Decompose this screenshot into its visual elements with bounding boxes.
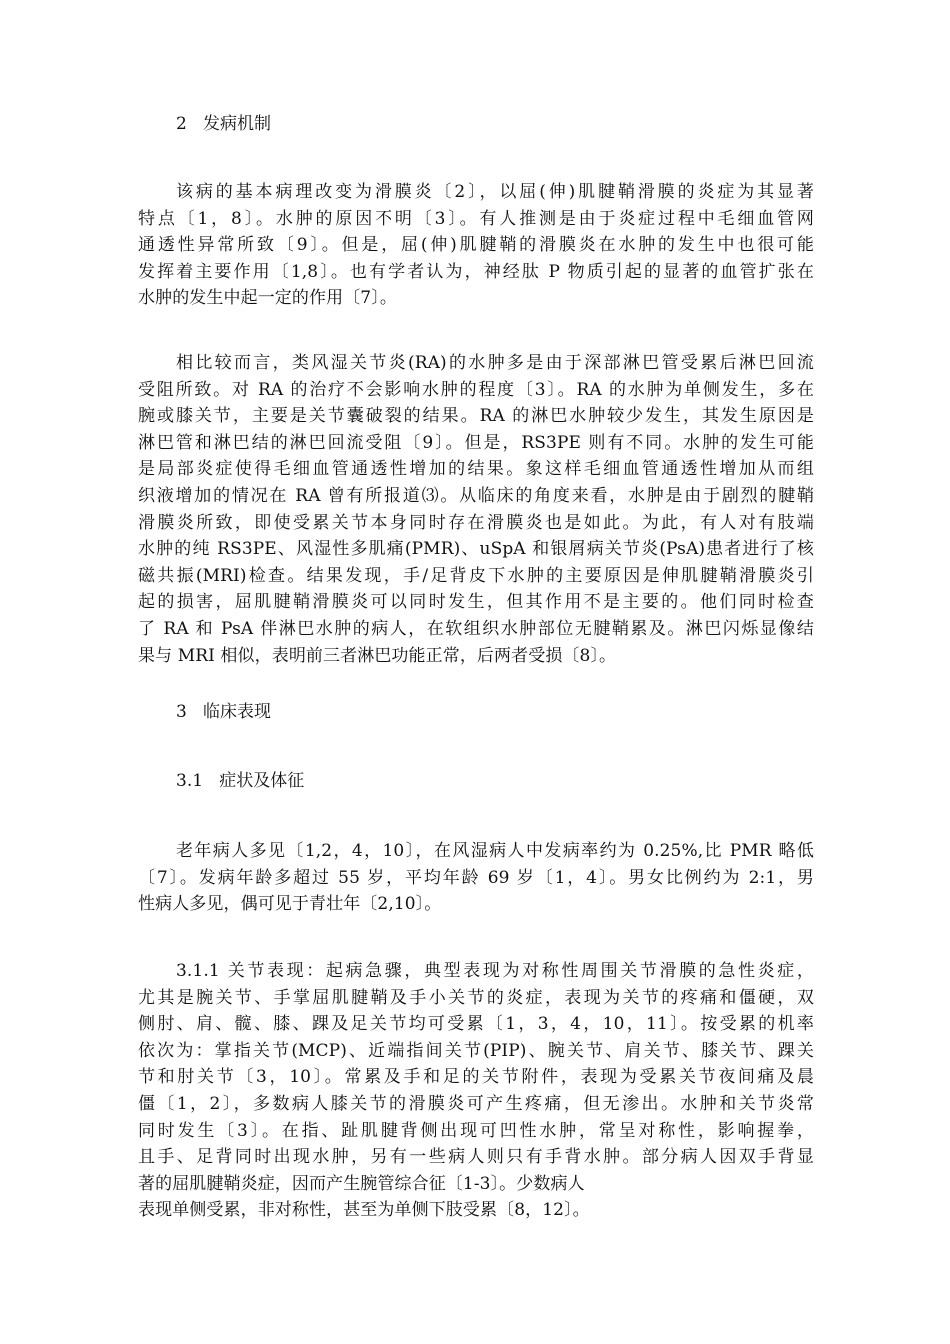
text-line: 通透性异常所致〔9〕。但是，屈(伸)肌腱鞘的滑膜炎在水肿的发生中也很可能 xyxy=(138,235,814,256)
text-line: 受阻所致。对 RA 的治疗不会影响水肿的程度〔3〕。RA 的水肿为单侧发生，多在 xyxy=(138,379,814,400)
text-line: 侧肘、肩、髋、膝、踝及足关节均可受累〔1，3，4，10，11〕。按受累的机率 xyxy=(138,1014,814,1035)
text-line: 织液增加的情况在 RA 曾有所报道⑶。从临床的角度来看，水肿是由于剧烈的腱鞘 xyxy=(138,485,814,506)
text-line: 淋巴管和淋巴结的淋巴回流受阻〔9〕。但是，RS3PE 则有不同。水肿的发生可能 xyxy=(138,432,814,453)
text-line: 老年病人多见〔1,2，4，10〕，在风湿病人中发病率约为 0.25%,比 PMR 略低 xyxy=(176,841,814,861)
text-line: 且手、足背同时出现水肿，另有一些病人则只有手背水肿。部分病人因双手背显 xyxy=(138,1147,814,1168)
text-line: 果与 MRI 相似，表明前三者淋巴功能正常，后两者受损〔8〕。 xyxy=(138,645,617,666)
text-line: 腕或膝关节，主要是关节囊破裂的结果。RA 的淋巴水肿较少发生，其发生原因是 xyxy=(138,406,814,427)
text-line: 该病的基本病理改变为滑膜炎〔2〕，以屈(伸)肌腱鞘滑膜的炎症为其显著 xyxy=(176,182,814,202)
text-line: 了 RA 和 PsA 伴淋巴水肿的病人，在软组织水肿部位无腱鞘累及。淋巴闪烁显像结 xyxy=(138,618,814,639)
text-line: 特点〔1，8〕。水肿的原因不明〔3〕。有人推测是由于炎症过程中毛细血管网 xyxy=(138,208,814,229)
section-heading-2: 2 发病机制 xyxy=(176,114,272,134)
text-line: 依次为：掌指关节(MCP)、近端指间关节(PIP)、腕关节、肩关节、膝关节、踝关 xyxy=(138,1040,814,1061)
text-line: 水肿的发生中起一定的作用〔7〕。 xyxy=(138,288,397,309)
section-heading-3: 3 临床表现 xyxy=(176,702,272,722)
text-line: 水肿的纯 RS3PE、风湿性多肌痛(PMR)、uSpA 和银屑病关节炎(PsA)患者进行了核 xyxy=(138,539,814,560)
paragraph-pathogenesis xyxy=(138,179,814,312)
paragraph-epidemiology xyxy=(138,838,814,918)
text-line: 发挥着主要作用〔1,8〕。也有学者认为，神经肽 P 物质引起的显著的血管扩张在 xyxy=(138,261,814,282)
text-line: 磁共振(MRI)检查。结果发现，手/足背皮下水肿的主要原因是伸肌腱鞘滑膜炎引 xyxy=(138,565,814,586)
text-line: 滑膜炎所致，即使受累关节本身同时存在滑膜炎也是如此。为此，有人对有肢端 xyxy=(138,512,814,533)
paragraph-joint-manifestations xyxy=(138,958,814,1224)
text-line: 起的损害，屈肌腱鞘滑膜炎可以同时发生，但其作用不是主要的。他们同时检查 xyxy=(138,592,814,613)
text-line: 同时发生〔3〕。在指、趾肌腱背侧出现可凹性水肿，常呈对称性，影响握拳， xyxy=(138,1120,814,1141)
text-line: 相比较而言，类风湿关节炎(RA)的水肿多是由于深部淋巴管受累后淋巴回流 xyxy=(176,353,814,373)
text-line: 是局部炎症使得毛细血管通透性增加的结果。象这样毛细血管通透性增加从而组 xyxy=(138,459,814,480)
text-line: 性病人多见，偶可见于青壮年〔2,10〕。 xyxy=(138,894,442,915)
section-heading-3-1: 3.1 症状及体征 xyxy=(176,771,305,791)
text-line: 尤其是腕关节、手掌屈肌腱鞘及手小关节的炎症，表现为关节的疼痛和僵硬，双 xyxy=(138,987,814,1008)
paragraph-ra-comparison xyxy=(138,350,814,669)
text-line: 表现单侧受累，非对称性，甚至为单侧下肢受累〔8，12〕。 xyxy=(138,1200,590,1221)
text-line: 著的屈肌腱鞘炎症，因而产生腕管综合征〔1-3〕。少数病人 xyxy=(138,1173,585,1194)
text-line: 3.1.1 关节表现：起病急骤，典型表现为对称性周围关节滑膜的急性炎症， xyxy=(176,961,814,981)
text-line: 节和肘关节〔3，10〕。常累及手和足的关节附件，表现为受累关节夜间痛及晨 xyxy=(138,1067,814,1088)
text-line: 〔7〕。发病年龄多超过 55 岁，平均年龄 69 岁〔1，4〕。男女比例约为 2:1，男 xyxy=(138,867,814,888)
text-line: 僵〔1，2〕，多数病人膝关节的滑膜炎可产生疼痛，但无渗出。水肿和关节炎常 xyxy=(138,1093,814,1114)
